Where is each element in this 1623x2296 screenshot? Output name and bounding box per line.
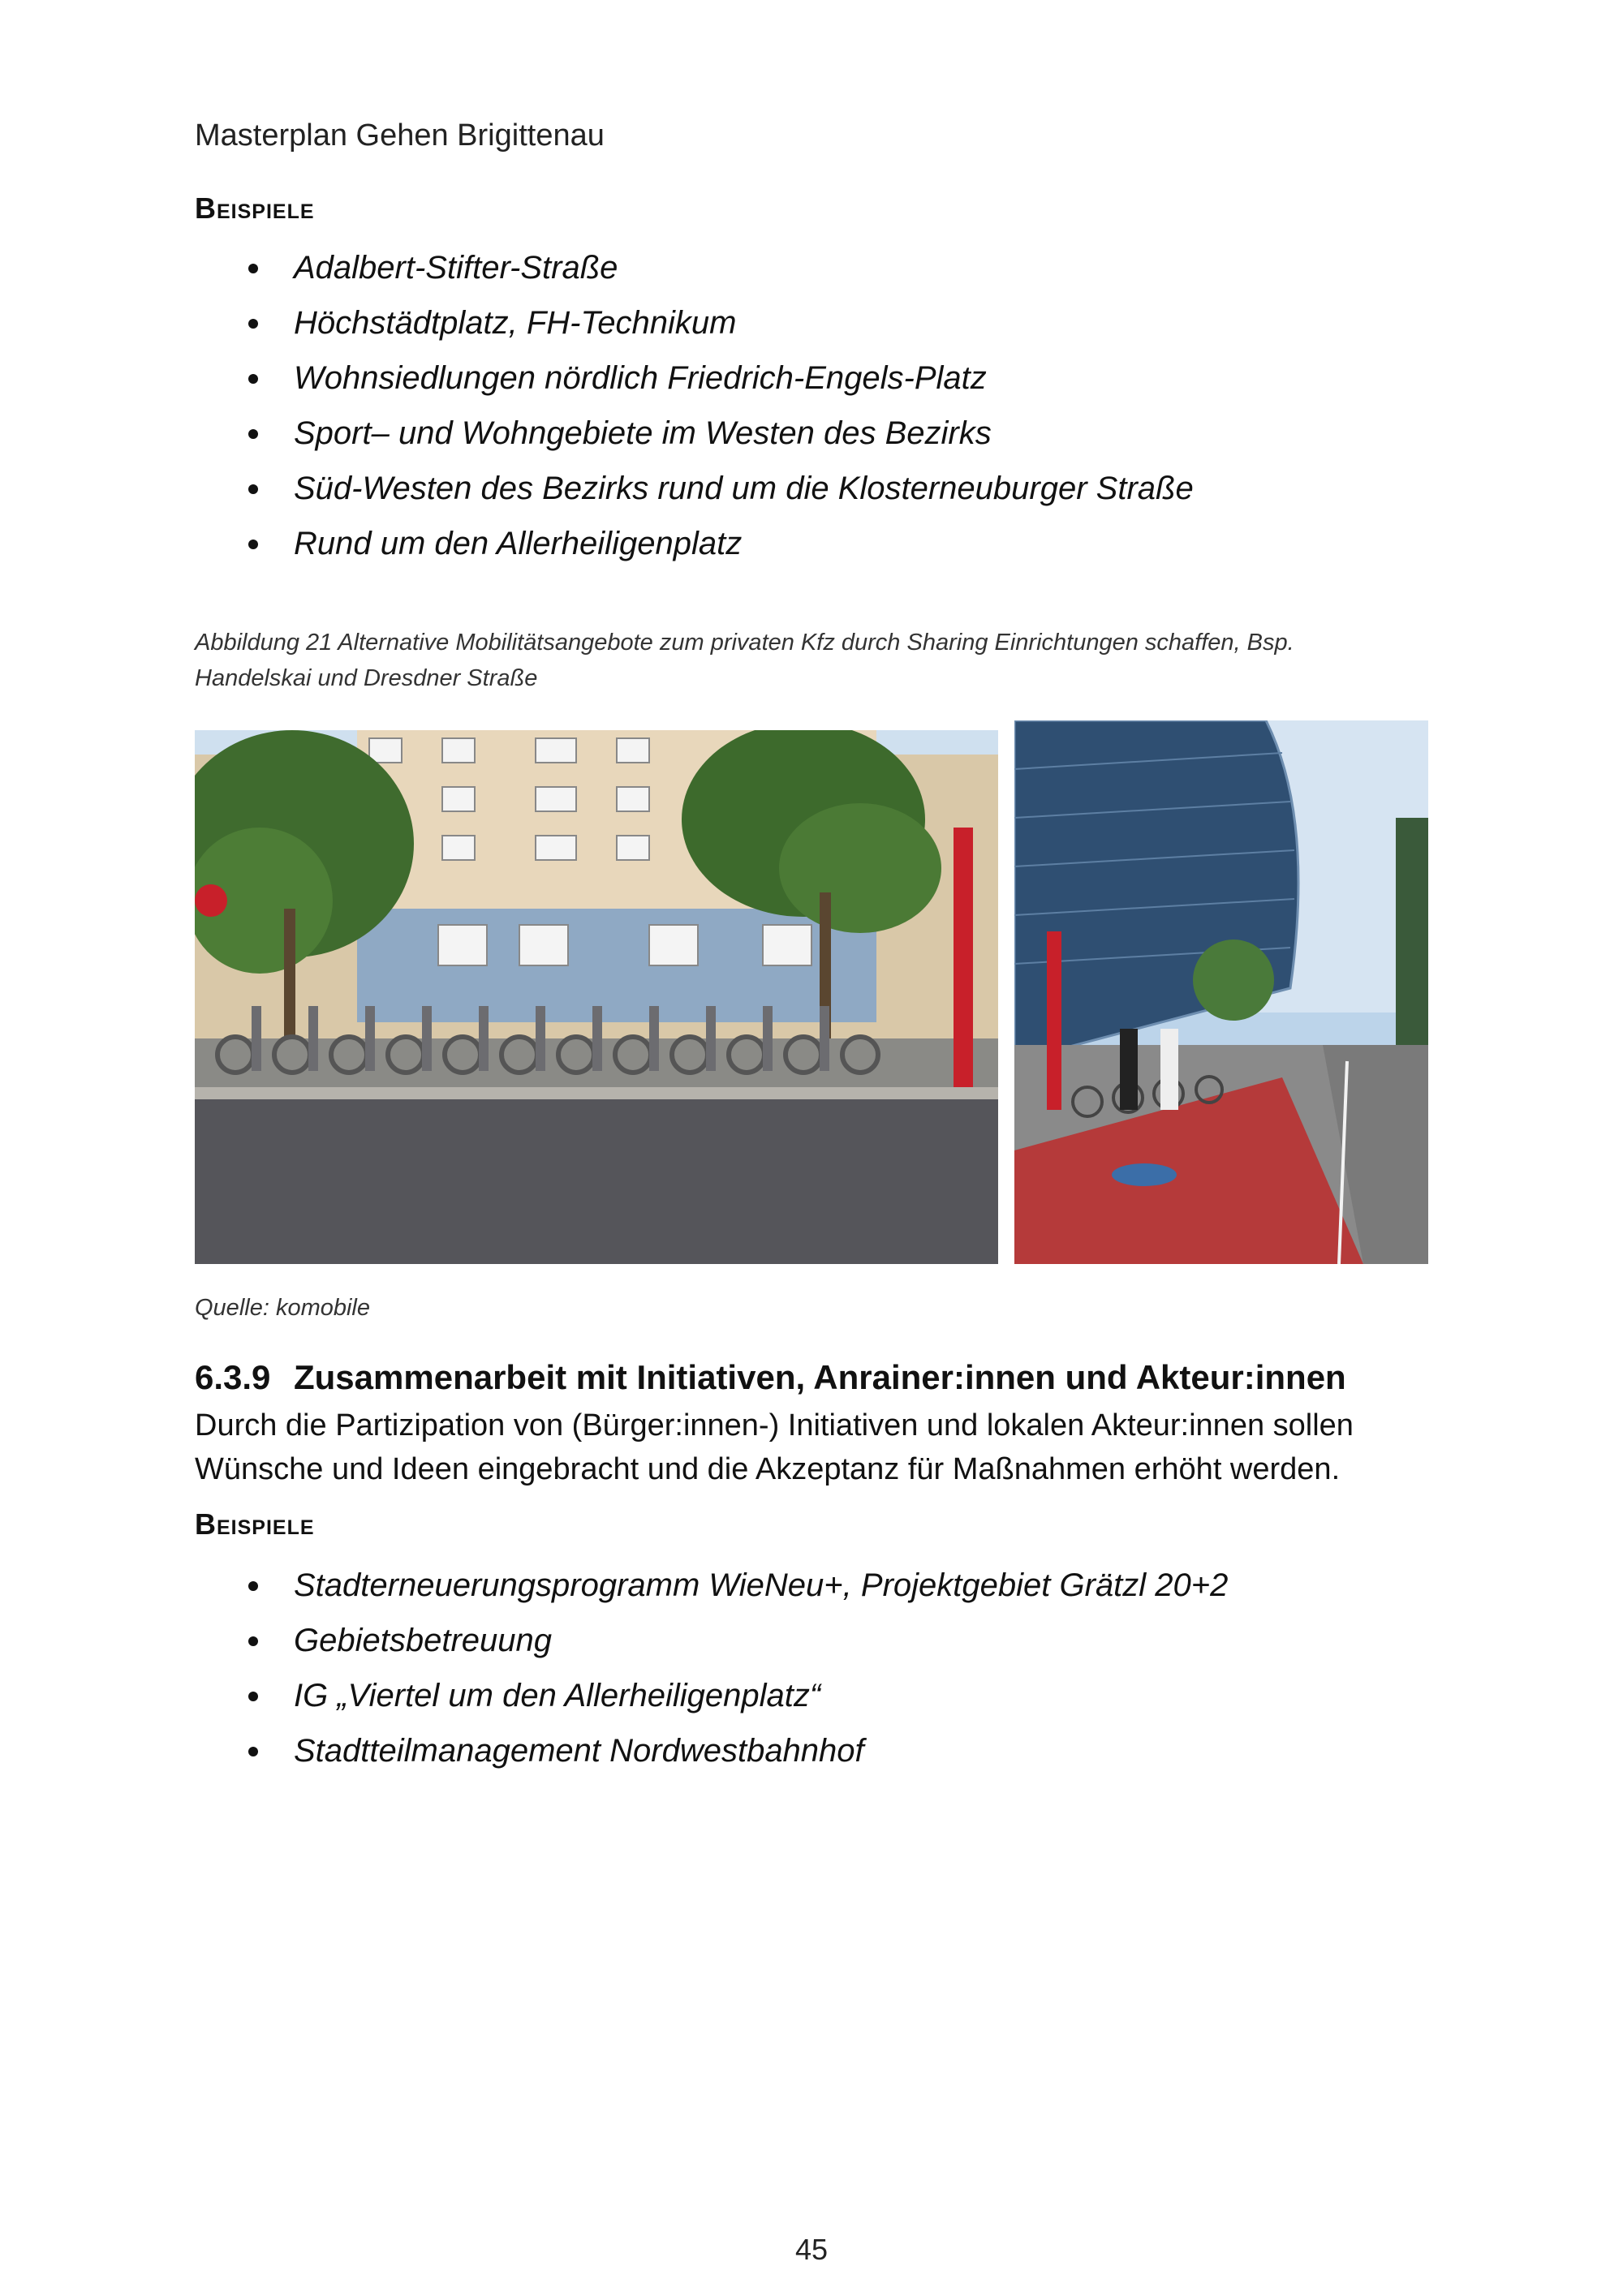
- bullet-icon: [248, 429, 258, 439]
- running-head: Masterplan Gehen Brigittenau: [195, 118, 605, 153]
- bike-sharing-photo-bike-path: [1014, 720, 1428, 1264]
- bullet-icon: [248, 1747, 258, 1756]
- bullet-icon: [248, 264, 258, 273]
- page-number: 45: [794, 2233, 829, 2266]
- section-title: Zusammenarbeit mit Initiativen, Anrainer:innen und Akteur:innen: [294, 1358, 1346, 1396]
- bullet-icon: [248, 540, 258, 549]
- figure-caption: Abbildung 21 Alternative Mobilitätsangebote zum privaten Kfz durch Sharing Einrichtungen schaffen, Bsp. Handelskai und Dresdner Straße: [195, 630, 1294, 691]
- section-heading: [195, 1358, 1346, 1397]
- bullet-icon: [248, 319, 258, 329]
- list-item: Höchstädtplatz, FH-Technikum: [195, 295, 1194, 350]
- bullet-icon: [248, 484, 258, 494]
- bike-sharing-photo-street: [195, 730, 998, 1264]
- bullet-icon: [248, 1581, 258, 1591]
- examples-label: Beispiele: [195, 1507, 315, 1541]
- bullet-icon: [248, 374, 258, 384]
- examples-list: [195, 240, 1194, 571]
- list-item: IG „Viertel um den Allerheiligenplatz“: [195, 1668, 1228, 1723]
- list-item: Adalbert-Stifter-Straße: [195, 240, 1194, 295]
- figure-source: Quelle: komobile: [195, 1295, 370, 1321]
- bullet-icon: [248, 1692, 258, 1701]
- examples-label: Beispiele: [195, 191, 315, 225]
- section-number: 6.3.9: [195, 1358, 271, 1396]
- examples-list: [195, 1558, 1228, 1778]
- bullet-icon: [248, 1636, 258, 1646]
- list-item: Rund um den Allerheiligenplatz: [195, 516, 1194, 571]
- list-item: Wohnsiedlungen nördlich Friedrich-Engels-Platz: [195, 350, 1194, 406]
- section-body: Durch die Partizipation von (Bürger:innen-) Initiativen und lokalen Akteur:innen sollen Wünsche und Ideen eingebracht und die Akzeptanz für Maßnahmen erhöht werden.: [195, 1408, 1354, 1486]
- list-item: Süd-Westen des Bezirks rund um die Klosterneuburger Straße: [195, 461, 1194, 516]
- list-item: Sport– und Wohngebiete im Westen des Bezirks: [195, 406, 1194, 461]
- list-item: Stadtteilmanagement Nordwestbahnhof: [195, 1723, 1228, 1778]
- list-item: Stadterneuerungsprogramm WieNeu+, Projektgebiet Grätzl 20+2: [195, 1558, 1228, 1613]
- list-item: Gebietsbetreuung: [195, 1613, 1228, 1668]
